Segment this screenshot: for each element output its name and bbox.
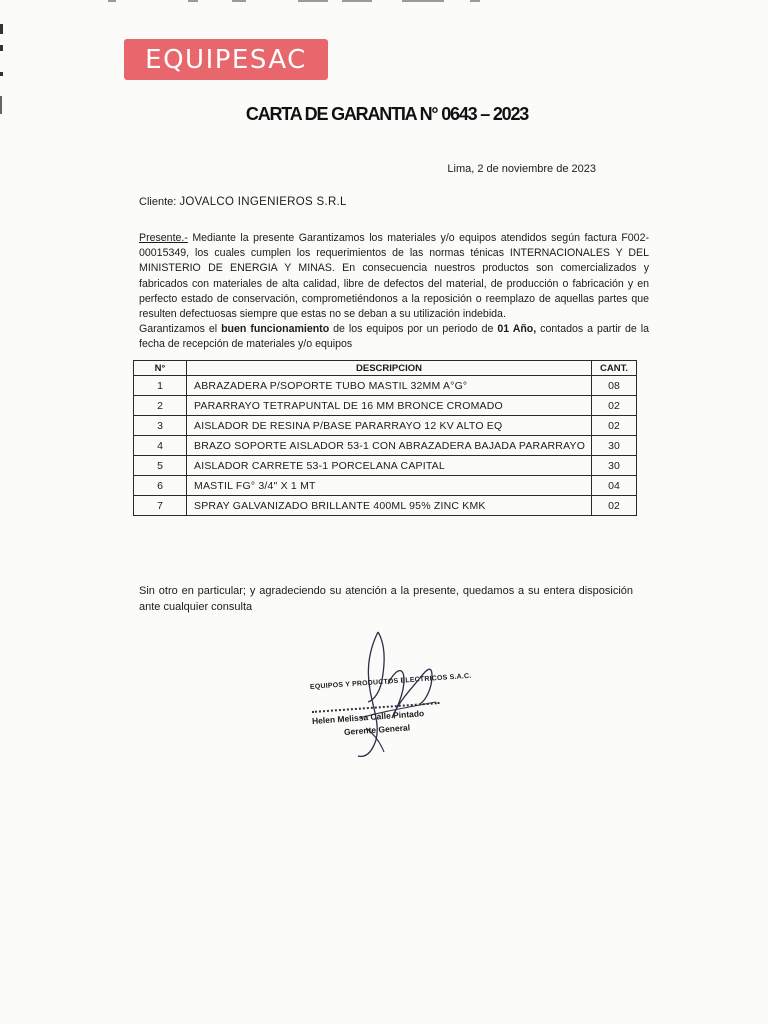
guarantee-text-3: contados a partir de la fecha de recepción de materiales y/o equipos [139,323,649,351]
body-text-1: Mediante la presente Garantizamos los materiales y/o equipos atendidos según factura [187,232,622,244]
company-logo [124,39,328,80]
row-num: 1 [134,376,187,396]
table-row [134,396,637,416]
row-qty: 02 [592,496,637,516]
date-line: Lima, 2 de noviembre de 2023 [447,163,596,175]
signature-block [300,628,480,768]
stamp-company: EQUIPOS Y PRODUCTOS ELECTRICOS S.A.C. [309,672,472,691]
row-num: 4 [134,436,187,456]
header-num: N° [134,361,187,376]
row-desc: PARARRAYO TETRAPUNTAL DE 16 MM BRONCE CROMADO [187,396,592,416]
client-label: Cliente: [139,196,177,208]
guarantee-text-2: de los equipos por un periodo de [329,323,498,336]
table-row [134,376,637,396]
body-text-2: , los cuales cumplen los requerimientos de las normas ténicas INTERNACIONALES Y DEL MINISTERIO DE ENERGIA Y MINAS. En consecuencia nuestros productos son comercializados y fabricados con materiales de alta calidad, libre de defectos del material, de producción o fabricación y en perfecto estado de conservación, comprometiéndonos a la reposición o reemplazo de aquellas partes que resulten defectuosas siempre que estas no se deban a su utilización indebida. [139,247,649,321]
closing-paragraph: Sin otro en particular; y agradeciendo su atención a la presente, quedamos a su entera disposición ante cualquier consulta [139,585,633,613]
guarantee-period: 01 Año, [497,323,537,336]
table-row [134,416,637,436]
table-row [134,436,637,456]
signer-title: Gerente General [343,722,411,737]
client-line [139,196,347,208]
header-desc: DESCRIPCION [187,361,592,376]
row-desc: AISLADOR DE RESINA P/BASE PARARRAYO 12 KV ALTO EQ [187,416,592,436]
row-num: 7 [134,496,187,516]
table-row [134,456,637,476]
row-desc: MASTIL FG° 3/4" X 1 MT [187,476,592,496]
table-header-row [134,361,637,376]
row-desc: BRAZO SOPORTE AISLADOR 53-1 CON ABRAZADERA BAJADA PARARRAYO [187,436,592,456]
scan-top-marks [0,0,768,6]
logo-text: EQUIPESAC [145,44,307,75]
row-qty: 30 [592,436,637,456]
guarantee-text-1: Garantizamos el [139,323,222,336]
table-row [134,476,637,496]
guarantee-bold: buen funcionamiento [221,323,330,336]
row-desc: SPRAY GALVANIZADO BRILLANTE 400ML 95% ZINC KMK [187,496,592,516]
row-desc: AISLADOR CARRETE 53-1 PORCELANA CAPITAL [187,456,592,476]
row-num: 5 [134,456,187,476]
client-name: JOVALCO INGENIEROS S.R.L [179,196,347,208]
items-table [133,360,637,516]
row-qty: 08 [592,376,637,396]
signer-name: Helen Melissa Calle Pintado [311,708,425,726]
invoice-number: F002-00015349 [139,232,649,260]
handwritten-signature [300,628,480,768]
row-num: 3 [134,416,187,436]
row-desc: ABRAZADERA P/SOPORTE TUBO MASTIL 32MM A°G° [187,376,592,396]
row-qty: 04 [592,476,637,496]
row-num: 6 [134,476,187,496]
header-qty: CANT. [592,361,637,376]
table-row [134,496,637,516]
presente-label: Presente.- [139,232,188,244]
row-qty: 02 [592,416,637,436]
document-title: CARTA DE GARANTIA N° 0643 – 2023 [245,104,529,124]
body-paragraph [139,231,649,353]
row-qty: 30 [592,456,637,476]
row-qty: 02 [592,396,637,416]
row-num: 2 [134,396,187,416]
